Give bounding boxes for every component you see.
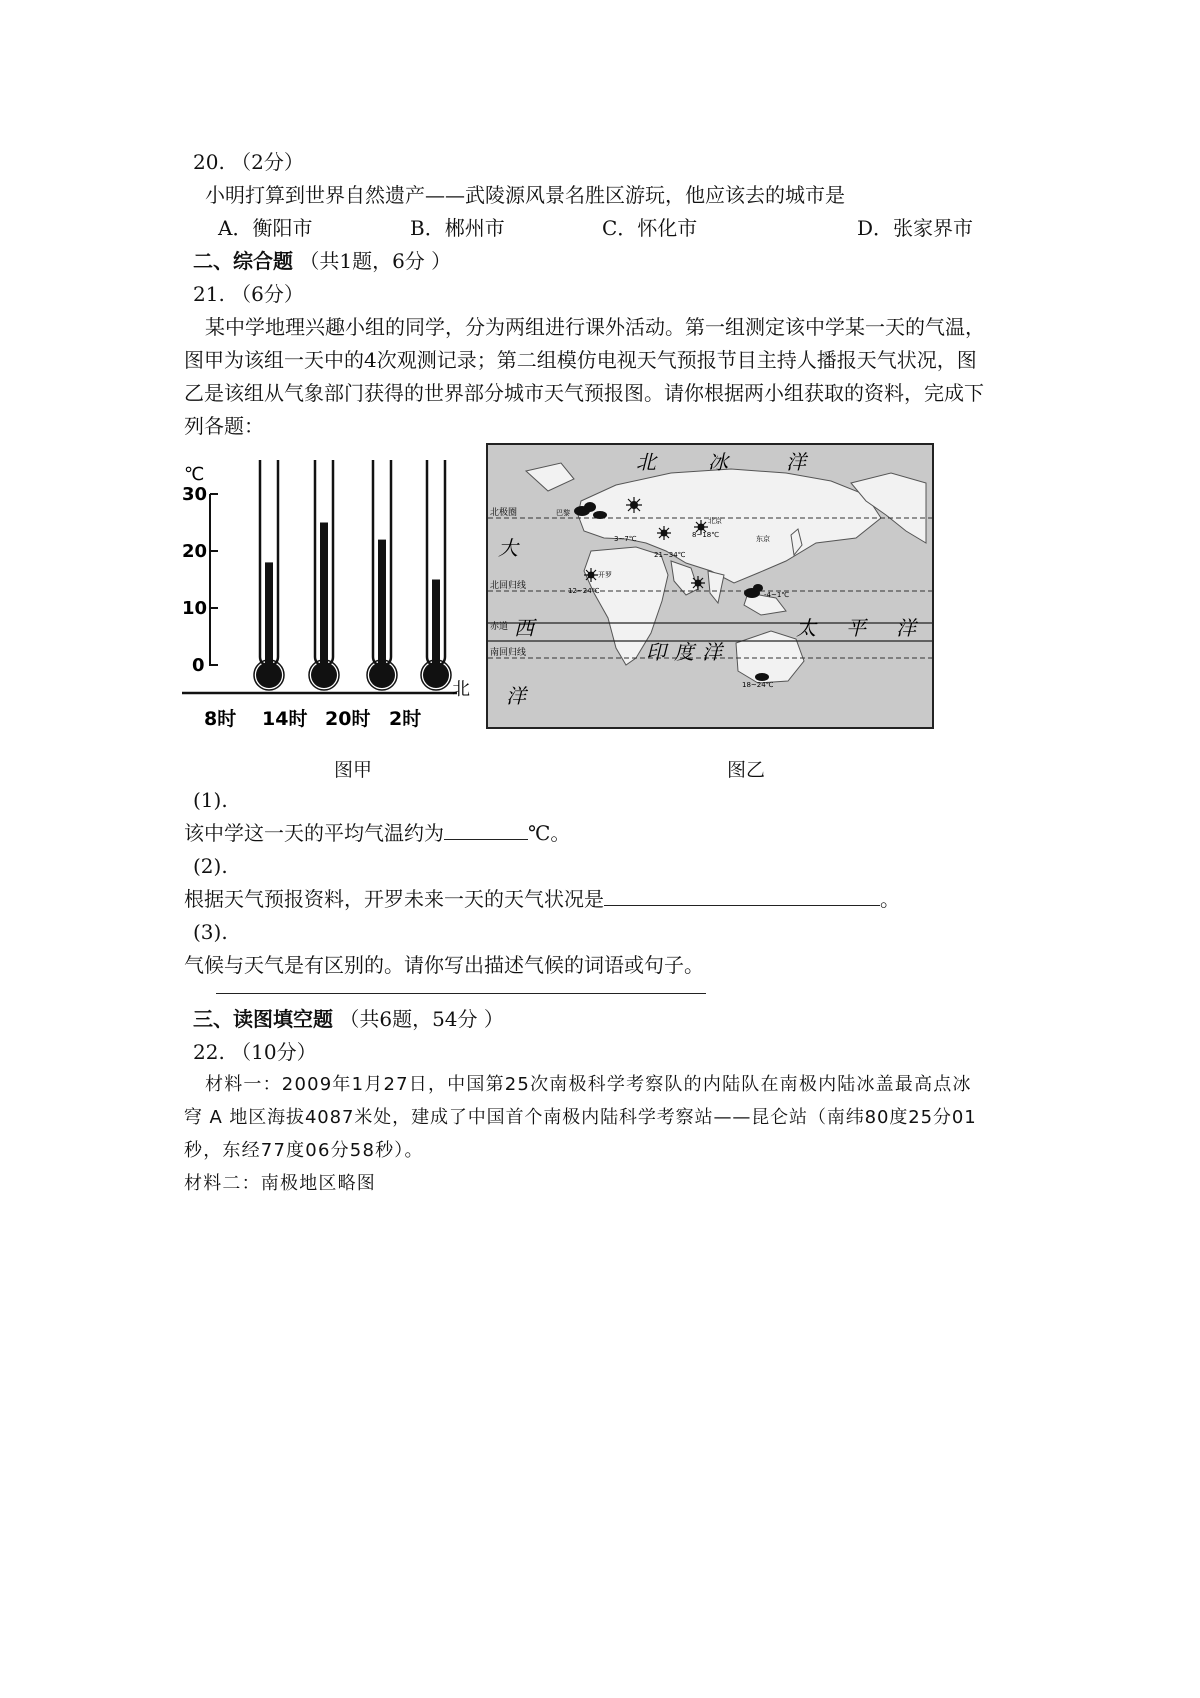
lat-label-capricorn: 南回归线	[490, 648, 527, 658]
answer-blank-1[interactable]	[444, 819, 528, 840]
section-2-heading	[193, 247, 451, 275]
answer-line-3[interactable]	[216, 993, 706, 994]
option-letter: B．	[410, 216, 445, 240]
ocean-label: 太	[796, 616, 816, 640]
cloudy-icon	[755, 673, 769, 681]
city-label-paris: 巴黎	[556, 509, 570, 517]
tick-label: 10	[182, 598, 208, 619]
unit-label: ℃	[184, 464, 205, 485]
figure-b-caption: 图乙	[727, 759, 766, 781]
figure-a-caption: 图甲	[334, 759, 373, 781]
thermometer-mercury	[378, 540, 386, 675]
city-label-tokyo: 东京	[756, 535, 770, 543]
figure-a-thermometers	[182, 460, 472, 735]
q22-number: 22.	[193, 1040, 225, 1064]
sunny-icon	[657, 526, 671, 540]
q20-number: 20.	[193, 150, 225, 174]
city-label-beijing: 北京	[708, 517, 722, 525]
temp-label: 12~24℃	[568, 587, 600, 595]
sunny-icon	[584, 568, 598, 582]
sub-question-2-number: (2).	[193, 854, 228, 878]
lat-label-arctic: 北极圈	[490, 508, 518, 518]
q20-header	[193, 148, 304, 176]
sub-question-3-text: 气候与天气是有区别的。请你写出描述气候的词语或句子。	[184, 953, 704, 977]
q21-stem-line-4: 列各题：	[184, 414, 264, 438]
thermometer-group	[254, 460, 451, 690]
option-letter: D．	[857, 216, 894, 240]
q20-points: （2分）	[231, 150, 304, 174]
thermometer-mercury	[265, 562, 273, 675]
q20-stem: 小明打算到世界自然遗产——武陵源风景名胜区游玩，他应该去的城市是	[205, 183, 845, 207]
ocean-label: 洋	[702, 640, 722, 664]
q21-stem-line-3: 乙是该组从气象部门获得的世界部分城市天气预报图。请你根据两小组获取的资料，完成下	[184, 381, 984, 405]
time-label: 2时	[389, 708, 422, 730]
sub-question-3-number: (3).	[193, 920, 228, 944]
time-label: 8时	[204, 708, 237, 730]
q22-material-1-line-1: 材料一：2009年1月27日，中国第25次南极科学考察队的内陆队在南极内陆冰盖最高点冰	[205, 1074, 972, 1095]
sub-question-1-text: 该中学这一天的平均气温约为	[184, 821, 444, 845]
answer-blank-2[interactable]	[604, 885, 880, 906]
q21-header	[193, 280, 304, 308]
temp-label: 21~34℃	[654, 551, 686, 559]
ocean-label: 北	[636, 450, 656, 474]
cloudy-icon	[593, 511, 607, 519]
q22-header	[193, 1038, 317, 1066]
q20-option-a[interactable]	[218, 214, 312, 242]
sub-question-2	[184, 885, 900, 913]
section-2-title: 二、综合题	[193, 249, 293, 273]
sub-question-1	[184, 819, 570, 847]
lat-label-cancer: 北回归线	[490, 581, 527, 591]
temp-label: 3~7℃	[614, 535, 637, 543]
city-label-cairo: 开罗	[598, 571, 612, 579]
q22-points: （10分）	[231, 1040, 317, 1064]
q21-stem-line-2: 图甲为该组一天中的4次观测记录；第二组模仿电视天气预报节目主持人播报天气状况，图	[184, 348, 977, 372]
option-text: 郴州市	[444, 216, 505, 240]
ocean-label: 洋	[786, 450, 806, 474]
tick-label: 0	[192, 655, 205, 676]
option-text: 张家界市	[893, 216, 974, 240]
ocean-label: 大	[498, 536, 518, 560]
q21-stem-line-1: 某中学地理兴趣小组的同学，分为两组进行课外活动。第一组测定该中学某一天的气温，	[205, 315, 985, 339]
option-letter: A．	[218, 216, 253, 240]
sunny-icon	[691, 576, 705, 590]
sunny-icon	[626, 497, 642, 513]
option-text: 衡阳市	[252, 216, 313, 240]
q22-material-2: 材料二：南极地区略图	[184, 1173, 376, 1194]
sub-question-1-number: (1).	[193, 788, 228, 812]
q22-material-1-line-3: 秒，东经77度06分58秒）。	[184, 1140, 424, 1161]
section-3-heading	[193, 1005, 504, 1033]
ocean-label: 洋	[896, 616, 916, 640]
time-label: 20时	[325, 708, 371, 730]
axis-mark: 北	[452, 679, 470, 700]
option-letter: C．	[602, 216, 638, 240]
ocean-label: 平	[846, 616, 866, 640]
section-3-meta: （共6题，54分 ）	[339, 1007, 504, 1031]
section-3-title: 三、读图填空题	[193, 1007, 333, 1031]
thermometer-mercury	[432, 580, 440, 676]
sub-question-2-text: 根据天气预报资料，开罗未来一天的天气状况是	[184, 887, 604, 911]
ocean-label: 印	[646, 640, 666, 664]
temp-label: 18~24℃	[742, 681, 774, 689]
ocean-label: 度	[674, 640, 694, 664]
sub-question-1-unit: ℃。	[528, 821, 571, 845]
lat-label-equator: 赤道	[490, 622, 509, 632]
ocean-label: 西	[514, 616, 534, 640]
figure-b-world-map	[486, 443, 934, 729]
q20-option-c[interactable]	[602, 214, 697, 242]
q22-material-1-line-2: 穹 A 地区海拔4087米处，建成了中国首个南极内陆科学考察站——昆仑站（南纬80度25分01	[184, 1107, 977, 1128]
thermometer-mercury	[320, 523, 328, 676]
q20-option-d[interactable]	[857, 214, 973, 242]
tick-label: 30	[182, 484, 208, 505]
temp-label: 8~18℃	[692, 531, 720, 539]
q21-number: 21.	[193, 282, 225, 306]
option-text: 怀化市	[637, 216, 698, 240]
temp-label: -4~1℃	[764, 591, 790, 599]
section-2-meta: （共1题，6分 ）	[299, 249, 452, 273]
ocean-label: 洋	[506, 684, 526, 708]
sub-question-2-end: 。	[880, 887, 900, 911]
q21-points: （6分）	[231, 282, 304, 306]
tick-label: 20	[182, 541, 208, 562]
ocean-label: 冰	[708, 450, 728, 474]
q20-option-b[interactable]	[410, 214, 505, 242]
time-label: 14时	[262, 708, 308, 730]
